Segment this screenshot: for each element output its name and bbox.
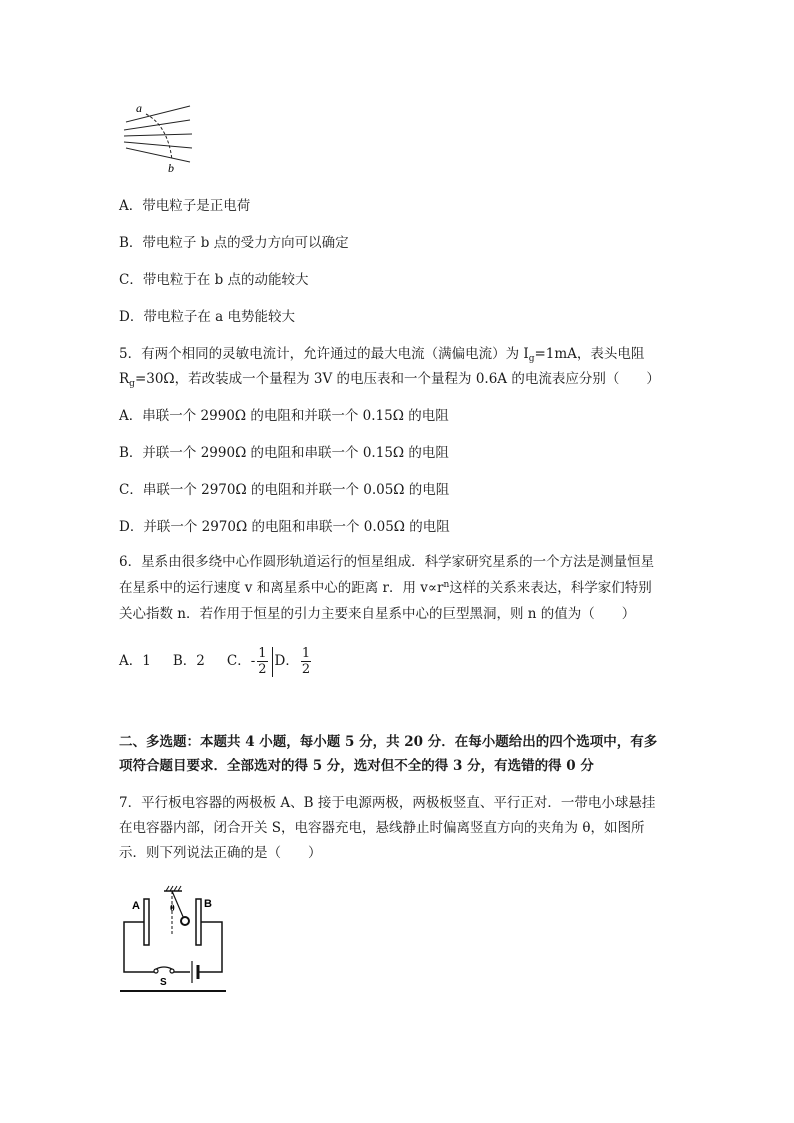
q5-option-a: A．串联一个 2990Ω 的电阻和并联一个 0.15Ω 的电阻 [119,408,449,424]
q5-option-d: D．并联一个 2970Ω 的电阻和串联一个 0.05Ω 的电阻 [119,519,450,535]
q6-option-a: A．1 [119,653,151,669]
label-b: b [168,161,174,175]
capacitor-circuit-figure [118,885,228,995]
field-lines-figure [118,98,198,178]
q6-option-c: C．- $\frac{1}{2}$ [226,646,267,677]
label-theta: θ [170,903,175,913]
q6-option-d: D． $\frac{1}{2}$ [274,646,311,677]
q6-options [119,646,313,677]
label-plate-a: A [132,900,140,912]
q7-stem-line2: 在电容器内部，闭合开关 S，电容器充电，悬线静止时偏离竖直方向的夹角为 θ，如图所 [119,820,645,836]
q5-option-b: B．并联一个 2990Ω 的电阻和串联一个 0.15Ω 的电阻 [119,445,449,461]
q6-option-b: B．2 [172,653,205,669]
q6-stem-line3: 关心指数 n．若作用于恒星的引力主要来自星系中心的巨型黑洞，则 n 的值为（ ） [119,606,636,622]
q5-option-c: C．串联一个 2970Ω 的电阻和并联一个 0.05Ω 的电阻 [119,482,450,498]
q4-option-d: D．带电粒子在 a 电势能较大 [119,309,295,325]
q7-stem-line3: 示．则下列说法正确的是（ ） [119,845,322,861]
cursor-bar [272,647,273,677]
label-switch-s: S [160,977,167,988]
q4-option-c: C．带电粒于在 b 点的动能较大 [119,272,309,288]
label-plate-b: B [204,898,212,910]
fraction: $\frac{1}{2}$ [258,646,267,677]
section2-heading-line1: 二、多选题：本题共 4 小题，每小题 5 分，共 20 分．在每小题给出的四个选项中，有多 [119,734,658,750]
fraction: $\frac{1}{2}$ [301,646,311,677]
q5-stem-line2: $R_g=30\Omega$，若改装成一个量程为 3V 的电压表和一个量程为 0.6A 的电流表应分别（ ） [119,371,660,389]
q4-option-a: A．带电粒子是正电荷 [119,198,251,214]
section2-heading-line2: 项符合题目要求．全部选对的得 5 分，选对但不全的得 3 分，有选错的得 0 分 [119,758,594,774]
q6-stem-line2: 在星系中的运行速度 v 和离星系中心的距离 r．用 $v\propto r^n$这样的关系来表达，科学家们特别 [119,580,652,596]
q7-stem-line1: 7．平行板电容器的两极板 A、B 接于电源两极，两极板竖直、平行正对．一带电小球悬挂 [119,795,656,811]
q4-option-b: B．带电粒子 b 点的受力方向可以确定 [119,235,349,251]
label-a: a [136,101,142,115]
q6-stem-line1: 6．星系由很多绕中心作圆形轨道运行的恒星组成．科学家研究星系的一个方法是测量恒星 [119,554,655,570]
q5-stem-line1: 5．有两个相同的灵敏电流计，允许通过的最大电流（满偏电流）为 $I_g=1mA$，表头电阻 [119,346,645,364]
